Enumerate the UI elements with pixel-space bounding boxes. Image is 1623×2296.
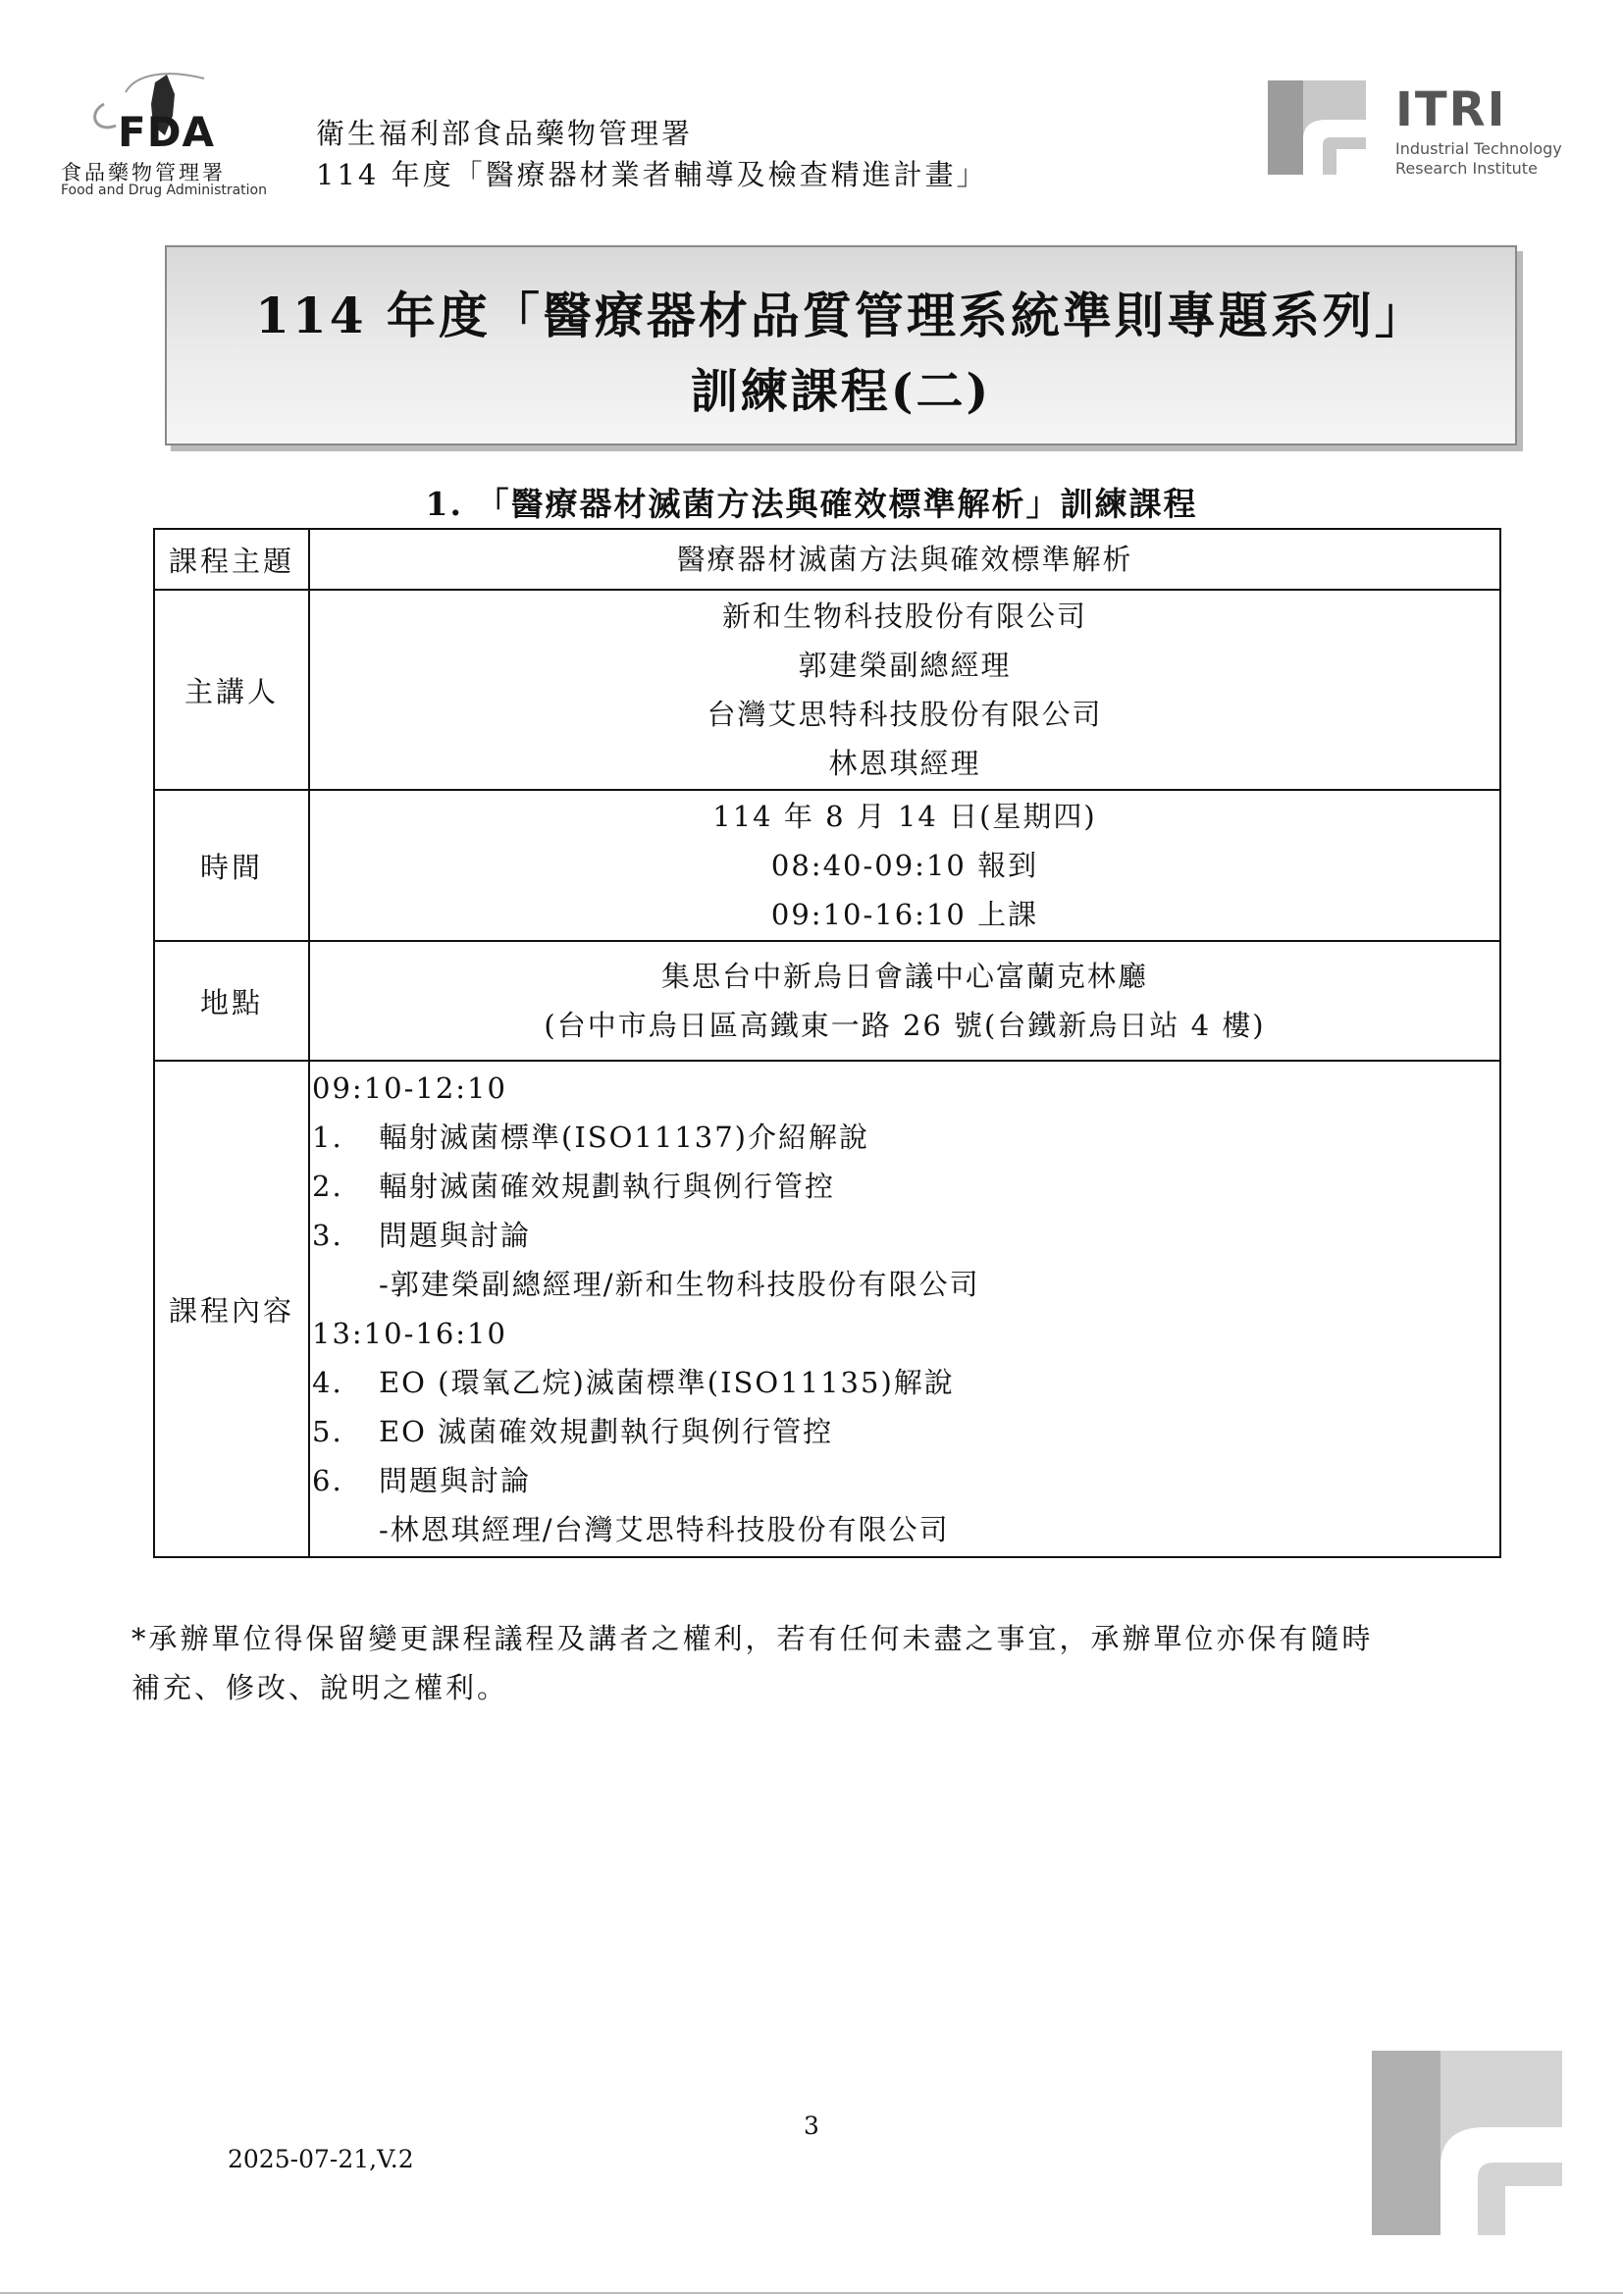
agenda-item-number: 6. (312, 1464, 343, 1497)
content-label: 課程內容 (154, 1061, 309, 1557)
topic-label: 課程主題 (154, 529, 309, 590)
content-value (309, 1061, 1500, 1557)
agenda-item-number: 3. (312, 1219, 343, 1252)
row-location (154, 941, 1500, 1061)
row-content (154, 1061, 1500, 1557)
fda-name-zh: 食品藥物管理署 (61, 161, 226, 184)
agenda-item-number: 2. (312, 1170, 343, 1203)
footnote-line-2: 補充、修改、說明之權利。 (131, 1671, 509, 1704)
course-date: 114 年 8 月 14 日(星期四) (712, 800, 1097, 833)
topic-value: 醫療器材滅菌方法與確效標準解析 (309, 529, 1500, 590)
class-time: 09:10-16:10 上課 (770, 898, 1039, 931)
agenda-item-number: 1. (312, 1121, 343, 1154)
speaker-company-1: 新和生物科技股份有限公司 (721, 600, 1087, 633)
morning-time: 09:10-12:10 (312, 1071, 507, 1105)
morning-speaker: -郭建榮副總經理/新和生物科技股份有限公司 (379, 1268, 980, 1301)
itri-subtitle-2: Research Institute (1395, 159, 1538, 178)
agenda-item-text: EO 滅菌確效規劃執行與例行管控 (379, 1415, 834, 1448)
afternoon-time: 13:10-16:10 (312, 1317, 507, 1350)
itri-abbr: ITRI (1395, 82, 1507, 137)
itri-watermark-icon (1372, 2051, 1562, 2235)
agenda-item-text: 輻射滅菌確效規劃執行與例行管控 (379, 1170, 836, 1203)
header-agency: 衛生福利部食品藥物管理署 (316, 117, 694, 150)
row-topic (154, 529, 1500, 590)
row-speakers (154, 590, 1500, 790)
agenda-item (310, 1113, 1499, 1162)
fda-abbr: FDA (118, 108, 216, 156)
bottom-rule (0, 2292, 1623, 2294)
document-version: 2025-07-21,V.2 (228, 2145, 414, 2173)
course-table (153, 528, 1501, 1558)
speaker-name-1: 郭建榮副總經理 (798, 649, 1012, 682)
agenda-item (310, 1162, 1499, 1211)
itri-mark-icon (1268, 80, 1366, 175)
venue-address: (台中市烏日區高鐵東一路 26 號(台鐵新烏日站 4 樓) (544, 1009, 1266, 1042)
header-project: 114 年度「醫療器材業者輔導及檢查精進計畫」 (316, 158, 988, 191)
agenda-item (310, 1407, 1499, 1456)
agenda-item-text: 輻射滅菌標準(ISO11137)介紹解說 (379, 1121, 869, 1154)
venue-name: 集思台中新烏日會議中心富蘭克林廳 (660, 960, 1148, 993)
section-heading: 1. 「醫療器材滅菌方法與確效標準解析」訓練課程 (425, 485, 1198, 523)
title-line-2: 訓練課程(二) (690, 364, 992, 419)
afternoon-speaker: -林恩琪經理/台灣艾思特科技股份有限公司 (379, 1513, 950, 1546)
speaker-company-2: 台灣艾思特科技股份有限公司 (707, 698, 1103, 731)
footnote-line-1: *承辦單位得保留變更課程議程及講者之權利，若有任何未盡之事宜，承辦單位亦保有隨時 (131, 1622, 1374, 1655)
speakers-value (309, 590, 1500, 790)
speakers-label: 主講人 (154, 590, 309, 790)
agenda-item-number: 5. (312, 1415, 343, 1448)
agenda-item (310, 1358, 1499, 1407)
row-time (154, 790, 1500, 941)
title-box (165, 245, 1517, 445)
page-number: 3 (804, 2112, 819, 2140)
title-line-1: 114 年度「醫療器材品質管理系統準則專題系列」 (255, 287, 1427, 344)
checkin-time: 08:40-09:10 報到 (770, 849, 1039, 882)
time-label: 時間 (154, 790, 309, 941)
agenda-item (310, 1456, 1499, 1505)
location-value (309, 941, 1500, 1061)
agenda-item-text: 問題與討論 (379, 1464, 532, 1497)
time-value (309, 790, 1500, 941)
agenda-item-text: 問題與討論 (379, 1219, 532, 1252)
fda-name-en: Food and Drug Administration (61, 183, 267, 198)
agenda-item-number: 4. (312, 1366, 343, 1399)
agenda-item (310, 1211, 1499, 1260)
agenda-item-text: EO (環氧乙烷)滅菌標準(ISO11135)解說 (379, 1366, 955, 1399)
itri-subtitle-1: Industrial Technology (1395, 139, 1562, 158)
location-label: 地點 (154, 941, 309, 1061)
speaker-name-2: 林恩琪經理 (828, 747, 981, 780)
